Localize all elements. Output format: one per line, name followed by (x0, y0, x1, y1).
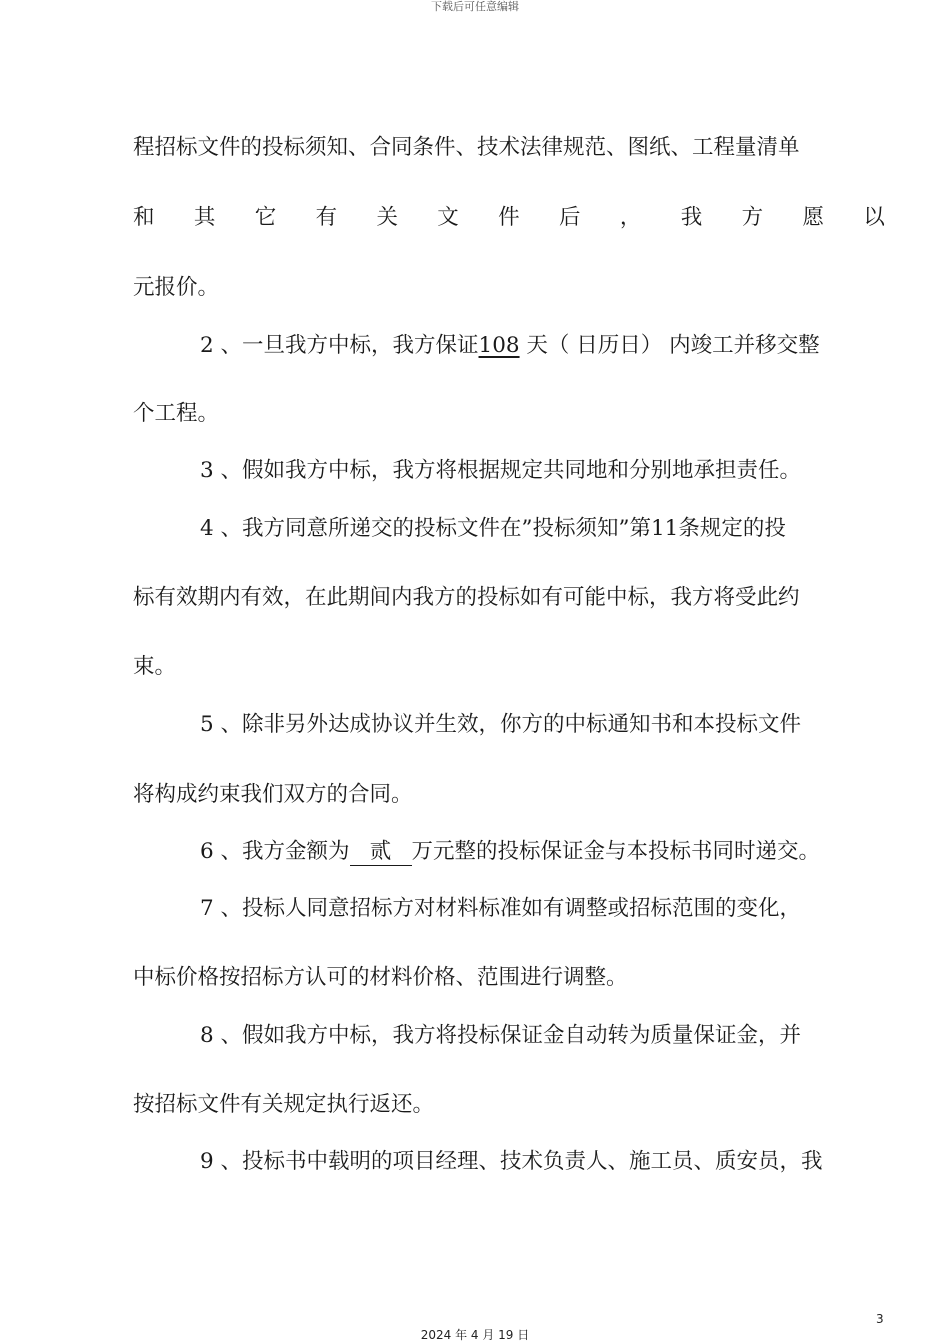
char: 其 (193, 205, 216, 230)
page-footer-date: 2024 年 4 月 19 日 (420, 1328, 530, 1342)
char: 和 (133, 205, 155, 230)
char: 我 (680, 205, 703, 230)
text-line-3: 元报价。 (133, 275, 220, 300)
char: 件 (498, 205, 520, 230)
paragraph-7: 7 、投标人同意招标方对材料标准如有调整或招标范围的变化， (200, 896, 802, 921)
paragraph-2 (200, 331, 885, 361)
char: 关 (376, 205, 398, 230)
paragraph-6-suffix: 万元整的投标保证金与本投标书同时递交。 (411, 839, 821, 864)
paragraph-2-prefix: 2 、一旦我方中标，我方保证 (200, 333, 479, 358)
paragraph-6-prefix: 6 、我方金额为 (200, 839, 350, 864)
text-line-1: 程招标文件的投标须知、合同条件、技术法律规范、图纸、工程量清单 (133, 135, 800, 160)
paragraph-6 (200, 837, 885, 867)
text-line-2 (133, 203, 885, 233)
paragraph-2-suffix: 天（ 日历日） 内竣工并移交整 (526, 333, 820, 358)
paragraph-8: 8 、假如我方中标，我方将投标保证金自动转为质量保证金，并 (200, 1023, 802, 1048)
paragraph-8-continued: 按招标文件有关规定执行返还。 (133, 1092, 435, 1117)
char: 以 (863, 205, 885, 230)
char: 有 (315, 205, 338, 230)
char: 方 (741, 205, 764, 230)
paragraph-9: 9 、投标书中载明的项目经理、技术负责人、施工员、质安员，我 (200, 1149, 823, 1174)
page-number: 3 (876, 1312, 884, 1326)
char: 它 (254, 205, 277, 230)
paragraph-4: 4 、我方同意所递交的投标文件在”投标须知”第11条规定的投 (200, 516, 786, 541)
paragraph-5: 5 、除非另外达成协议并生效，你方的中标通知书和本投标文件 (200, 712, 802, 737)
paragraph-2-continued: 个工程。 (133, 401, 220, 426)
paragraph-4-continued-1: 标有效期内有效，在此期间内我方的投标如有可能中标，我方将受此约 (133, 585, 800, 610)
page-header: 下载后可任意编辑 (431, 0, 519, 13)
char: 愿 (802, 205, 824, 230)
char: ， (619, 205, 642, 230)
paragraph-3: 3 、假如我方中标，我方将根据规定共同地和分别地承担责任。 (200, 458, 802, 483)
char: 后 (559, 205, 581, 230)
completion-days: 108 (478, 333, 520, 358)
paragraph-4-continued-2: 束。 (133, 654, 177, 679)
deposit-amount: 贰 (350, 839, 412, 866)
paragraph-5-continued: 将构成约束我们双方的合同。 (133, 782, 413, 807)
char: 文 (437, 205, 459, 230)
paragraph-7-continued: 中标价格按招标方认可的材料价格、范围进行调整。 (133, 965, 628, 990)
